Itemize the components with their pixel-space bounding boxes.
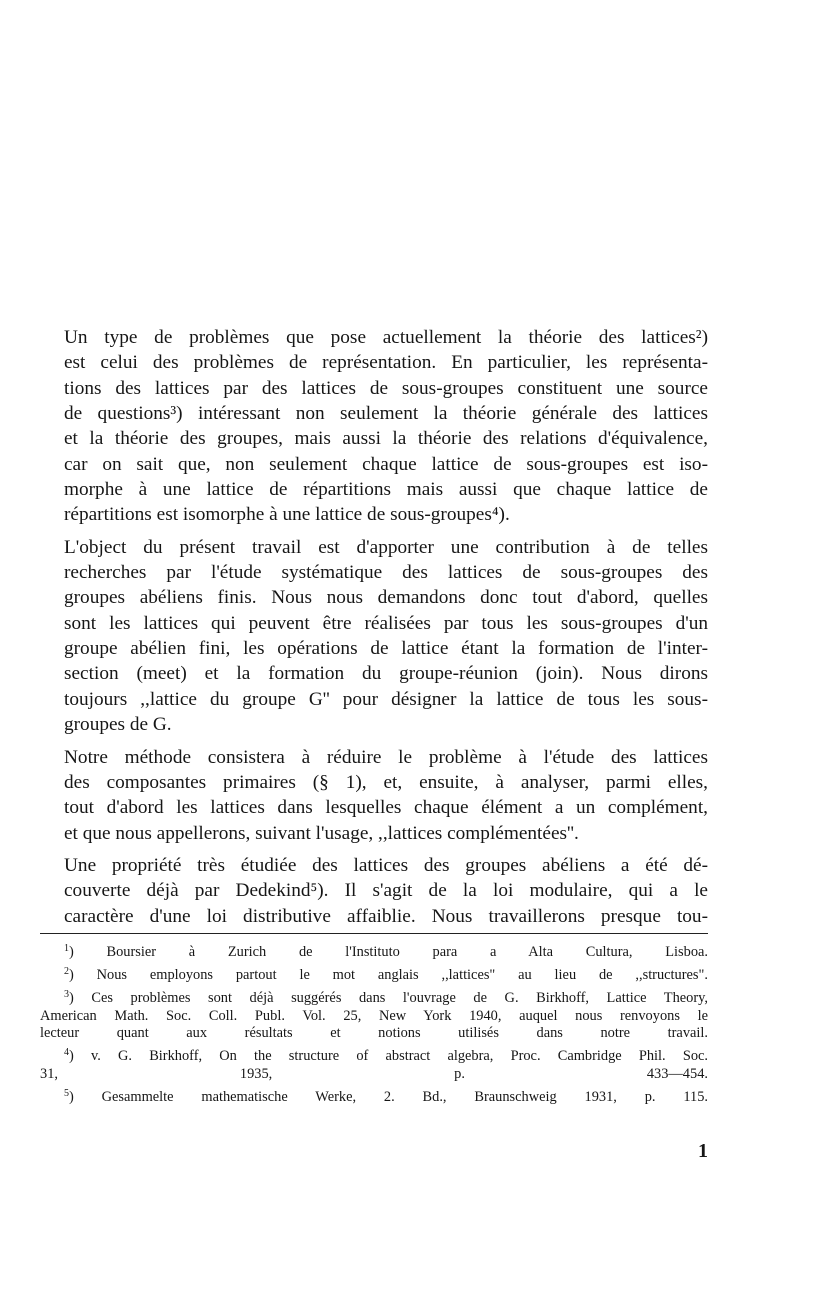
footnote-line: American Math. Soc. Coll. Publ. Vol. 25, New York 1940, auquel nous renvoyons le: [40, 1007, 708, 1024]
footnote-line: $^5$) Gesammelte mathematische Werke, 2. Bd., Braunschweig 1931, p. 115.: [64, 1088, 709, 1106]
footnotes: [40, 944, 708, 1112]
footnote-marker: 4: [64, 1047, 69, 1059]
text-line: Notre méthode consistera à réduire le problème à l'étude des lattices: [64, 746, 708, 768]
text-line: car on sait que, non seulement chaque lattice de sous-groupes est iso-: [64, 453, 708, 475]
text-line: Une propriété très étudiée des lattices des groupes abéliens a été dé-: [64, 854, 708, 876]
body-text: [40, 325, 708, 936]
footnote-line: 31, 1935, p. 433—454.: [40, 1066, 708, 1083]
text-line: recherches par l'étude systématique des lattices de sous-groupes des: [64, 562, 708, 584]
paragraph-2: [40, 535, 708, 738]
footnote-1: [40, 944, 708, 962]
footnote-line: $^3$) Ces problèmes sont déjà suggérés dans l'ouvrage de G. Birkhoff, Lattice Theory,: [64, 989, 709, 1007]
paper-page: [40, 0, 708, 1302]
text-line: groupe abélien fini, les opérations de lattice étant la formation de l'inter-: [64, 638, 708, 660]
footnote-line: $^4$) v. G. Birkhoff, On the structure of abstract algebra, Proc. Cambridge Phil. Soc.: [64, 1047, 709, 1065]
footnote-marker: 1: [64, 943, 69, 954]
paragraph-4: [40, 853, 708, 929]
footnote-line: lecteur quant aux résultats et notions utilisés dans notre travail.: [40, 1025, 708, 1042]
text-line: groupes abéliens finis. Nous nous demandons donc tout d'abord, quelles: [64, 587, 708, 609]
footnote-divider: [40, 933, 708, 934]
footnote-marker: 3: [64, 989, 69, 1001]
footnote-5: [40, 1089, 708, 1107]
text-line: groupes de G.: [64, 714, 172, 736]
footnote-marker: 2: [64, 966, 69, 978]
text-line: toujours ,,lattice du groupe G'' pour désigner la lattice de tous les sous-: [64, 688, 708, 710]
footnote-3: [40, 990, 708, 1043]
text-line: caractère d'une loi distributive affaiblie. Nous travaillerons presque tou-: [64, 905, 708, 927]
footnote-marker: 5: [64, 1088, 69, 1100]
text-line: Un type de problèmes que pose actuellement la théorie des lattices²): [64, 327, 708, 348]
text-line: morphe à une lattice de répartitions mais aussi que chaque lattice de: [64, 479, 708, 501]
text-line: section (meet) et la formation du groupe-réunion (join). Nous dirons: [64, 663, 708, 685]
footnote-2: [40, 967, 708, 985]
text-line: de questions³) intéressant non seulement la théorie générale des lattices: [64, 403, 708, 425]
text-line: sont les lattices qui peuvent être réalisées par tous les sous-groupes d'un: [64, 612, 708, 634]
paragraph-3: [40, 745, 708, 846]
text-line: répartitions est isomorphe à une lattice de sous-groupes⁴).: [64, 504, 510, 526]
footnote-line: $^2$) Nous employons partout le mot anglais ,,lattices" au lieu de ,,structures".: [64, 966, 709, 984]
text-line: est celui des problèmes de représentation. En particulier, les représenta-: [64, 352, 708, 374]
text-line: et que nous appellerons, suivant l'usage, ,,lattices complémentées''.: [64, 822, 579, 844]
footnote-4: [40, 1048, 708, 1083]
footnote-line: $^1$) Boursier à Zurich de l'Instituto para a Alta Cultura, Lisboa.: [64, 943, 709, 960]
paragraph-1: [40, 325, 708, 528]
text-line: et la théorie des groupes, mais aussi la théorie des relations d'équivalence,: [64, 428, 708, 450]
text-line: tions des lattices par des lattices de sous-groupes constituent une source: [64, 377, 708, 399]
text-line: tout d'abord les lattices dans lesquelles chaque élément a un complément,: [64, 797, 708, 819]
text-line: couverte déjà par Dedekind⁵). Il s'agit de la loi modulaire, qui a le: [64, 880, 708, 902]
text-line: L'object du présent travail est d'apporter une contribution à de telles: [64, 536, 708, 558]
page-number: 1: [698, 1140, 708, 1162]
text-line: des composantes primaires (§ 1), et, ensuite, à analyser, parmi elles,: [64, 771, 708, 793]
